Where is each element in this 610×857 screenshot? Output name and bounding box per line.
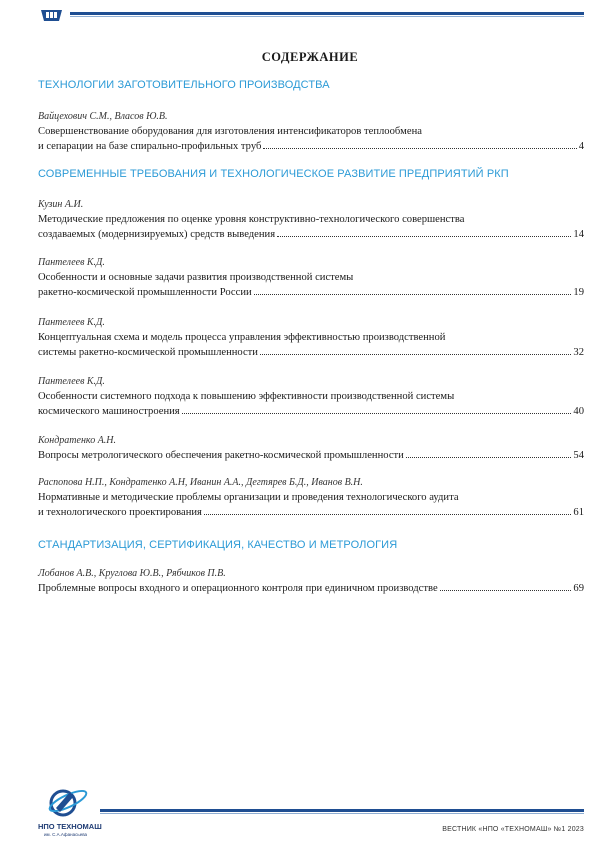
header-rule-thin <box>70 16 584 17</box>
top-logo-icon <box>40 9 63 22</box>
entry-page-number: 14 <box>573 228 584 240</box>
entry-title-last-line <box>38 346 584 361</box>
entry-authors: Пантелеев К.Д. <box>38 317 105 328</box>
entry-title-line: Особенности и основные задачи развития производственной системы <box>38 272 354 283</box>
entry-page-number: 40 <box>573 405 584 417</box>
entry-title-line: Нормативные и методические проблемы организации и проведения технологического аудита <box>38 492 459 503</box>
toc-entry[interactable] <box>38 568 584 597</box>
entry-page-number: 61 <box>573 506 584 518</box>
entry-page-number: 19 <box>573 286 584 298</box>
journal-footer: ВЕСТНИК «НПО «ТЕХНОМАШ» №1 2023 <box>442 826 584 833</box>
entry-authors: Пантелеев К.Д. <box>38 257 105 268</box>
entry-page-number: 32 <box>573 346 584 358</box>
entry-title-last-line <box>38 582 584 597</box>
toc-entry[interactable] <box>38 435 584 464</box>
entry-title-line: Особенности системного подхода к повышению эффективности производственной системы <box>38 391 455 402</box>
toc-entry[interactable] <box>38 477 584 520</box>
toc-entry[interactable] <box>38 199 584 242</box>
entry-title-text: Вопросы метрологического обеспечения ракетно-космической промышленности <box>38 450 404 461</box>
entry-authors: Кузин А.И. <box>38 199 84 210</box>
entry-title-line: Концептуальная схема и модель процесса управления эффективностью производственной <box>38 332 446 343</box>
dot-leader <box>254 293 572 295</box>
entry-title-text: Проблемные вопросы входного и операционного контроля при единичном производстве <box>38 583 438 594</box>
entry-title-text: и технологического проектирования <box>38 506 202 518</box>
section-heading-2: СОВРЕМЕННЫЕ ТРЕБОВАНИЯ И ТЕХНОЛОГИЧЕСКОЕ РАЗВИТИЕ ПРЕДПРИЯТИЙ РКП <box>38 168 509 180</box>
entry-authors: Вайцехович С.М., Власов Ю.В. <box>38 111 168 122</box>
entry-title-line: Методические предложения по оценке уровня конструктивно-технологического совершенства <box>38 214 465 225</box>
entry-page-number: 69 <box>573 583 584 594</box>
entry-page-number: 54 <box>573 450 584 461</box>
logo-name: НПО ТЕХНОМАШ <box>38 822 102 831</box>
entry-authors: Лобанов А.В., Круглова Ю.В., Рябчиков П.В. <box>38 568 226 579</box>
logo-subtitle: им. С.А.Афанасьева <box>44 832 88 837</box>
entry-authors: Распопова Н.П., Кондратенко А.Н, Иванин А.А., Дегтярев Б.Д., Иванов В.Н. <box>38 477 363 488</box>
page-title: СОДЕРЖАНИЕ <box>261 50 359 64</box>
toc-entry[interactable] <box>38 257 584 300</box>
toc-entry[interactable] <box>38 376 584 419</box>
toc-entry[interactable] <box>38 111 584 154</box>
section-heading-3: СТАНДАРТИЗАЦИЯ, СЕРТИФИКАЦИЯ, КАЧЕСТВО И МЕТРОЛОГИЯ <box>38 539 398 551</box>
dot-leader <box>406 456 572 458</box>
npo-technomash-logo-icon <box>38 786 98 820</box>
entry-authors: Кондратенко А.Н. <box>38 435 117 446</box>
dot-leader <box>260 353 571 355</box>
entry-title-last-line <box>38 286 584 301</box>
entry-title-last-line <box>38 228 584 243</box>
entry-title-text: создаваемых (модернизируемых) средств выведения <box>38 228 276 240</box>
dot-leader <box>182 412 572 414</box>
entry-title-text: космического машиностроения <box>38 405 180 417</box>
entry-title-last-line <box>38 405 584 420</box>
dot-leader <box>204 513 571 515</box>
entry-title-last-line <box>38 449 584 464</box>
entry-title-last-line <box>38 506 584 521</box>
entry-title-line: Совершенствование оборудования для изготовления интенсификаторов теплообмена <box>38 126 422 137</box>
section-heading-1: ТЕХНОЛОГИИ ЗАГОТОВИТЕЛЬНОГО ПРОИЗВОДСТВА <box>38 79 330 91</box>
footer-rule <box>100 809 584 812</box>
dot-leader <box>263 147 576 149</box>
dot-leader <box>277 235 571 237</box>
dot-leader <box>440 589 572 591</box>
entry-title-last-line <box>38 140 584 155</box>
header-rule <box>70 12 584 15</box>
toc-entry[interactable] <box>38 317 584 360</box>
entry-title-text: ракетно-космической промышленности России <box>38 286 252 298</box>
footer-rule-thin <box>100 813 584 814</box>
entry-page-number: 4 <box>578 140 584 152</box>
entry-authors: Пантелеев К.Д. <box>38 376 105 387</box>
entry-title-text: системы ракетно-космической промышленности <box>38 346 258 358</box>
entry-title-text: и сепарации на базе спирально-профильных труб <box>38 140 262 152</box>
